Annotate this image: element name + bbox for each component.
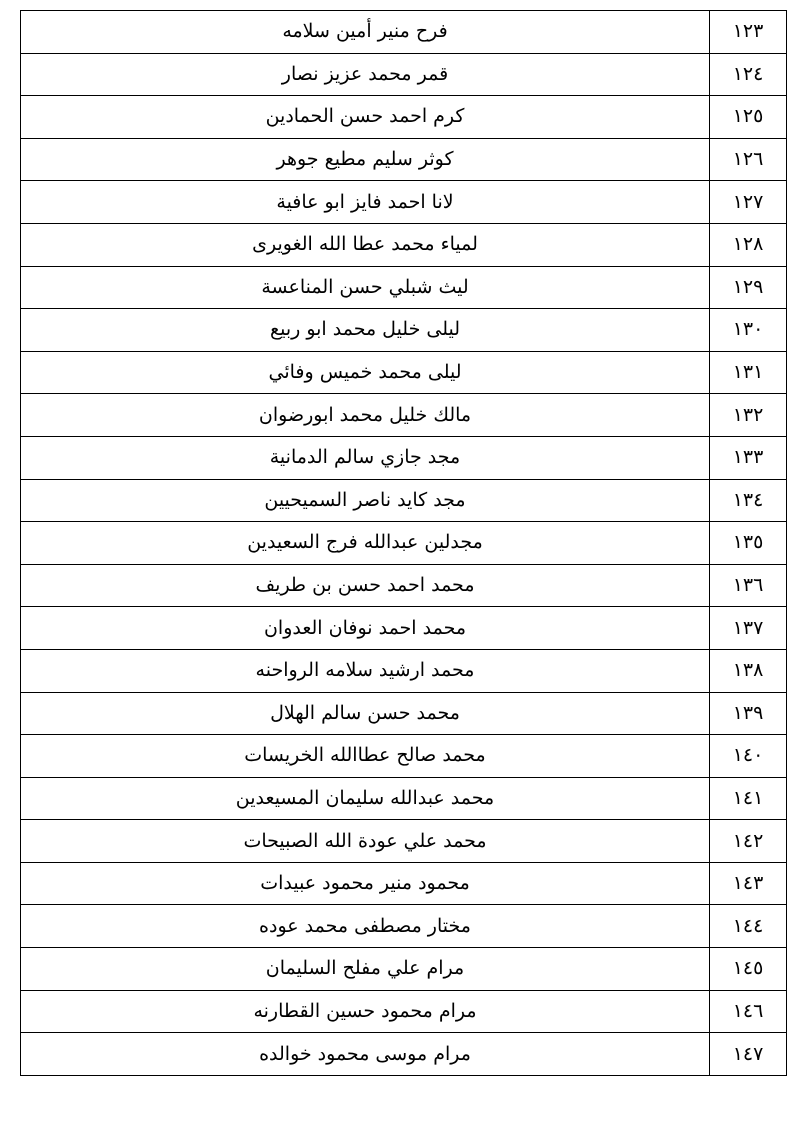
row-number: ١٤٤ <box>710 905 787 948</box>
table-row <box>21 1033 787 1076</box>
table-row <box>21 862 787 905</box>
row-name: كوثر سليم مطيع جوهر <box>21 138 710 181</box>
table-row <box>21 649 787 692</box>
table-row <box>21 436 787 479</box>
row-number: ١٢٥ <box>710 96 787 139</box>
table-row <box>21 394 787 437</box>
table-row <box>21 266 787 309</box>
table-row <box>21 309 787 352</box>
row-number: ١٣٣ <box>710 436 787 479</box>
table-row <box>21 948 787 991</box>
table-row <box>21 692 787 735</box>
table-row <box>21 905 787 948</box>
row-number: ١٣٩ <box>710 692 787 735</box>
table-row <box>21 607 787 650</box>
table-row <box>21 138 787 181</box>
row-number: ١٣٢ <box>710 394 787 437</box>
row-number: ١٤٣ <box>710 862 787 905</box>
row-number: ١٤٠ <box>710 735 787 778</box>
row-name: محمد احمد نوفان العدوان <box>21 607 710 650</box>
row-name: قمر محمد عزيز نصار <box>21 53 710 96</box>
row-number: ١٢٩ <box>710 266 787 309</box>
row-number: ١٣٦ <box>710 564 787 607</box>
row-name: مرام علي مفلح السليمان <box>21 948 710 991</box>
row-name: مجد كايد ناصر السميحيين <box>21 479 710 522</box>
row-name: محمد احمد حسن بن طريف <box>21 564 710 607</box>
row-number: ١٢٣ <box>710 11 787 54</box>
row-number: ١٢٤ <box>710 53 787 96</box>
table-row <box>21 181 787 224</box>
row-number: ١٣٠ <box>710 309 787 352</box>
row-name: مجدلين عبدالله فرج السعيدين <box>21 522 710 565</box>
table-row <box>21 820 787 863</box>
row-name: مرام محمود حسين القطارنه <box>21 990 710 1033</box>
row-number: ١٤٥ <box>710 948 787 991</box>
row-name: محمد عبدالله سليمان المسيعدين <box>21 777 710 820</box>
row-name: مختار مصطفى محمد عوده <box>21 905 710 948</box>
row-name: مرام موسى محمود خوالده <box>21 1033 710 1076</box>
row-number: ١٤٧ <box>710 1033 787 1076</box>
row-name: مالك خليل محمد ابورضوان <box>21 394 710 437</box>
table-row <box>21 564 787 607</box>
row-name: محمد علي عودة الله الصبيحات <box>21 820 710 863</box>
table-row <box>21 223 787 266</box>
row-name: ليث شبلي حسن المناعسة <box>21 266 710 309</box>
row-number: ١٣٤ <box>710 479 787 522</box>
row-number: ١٢٧ <box>710 181 787 224</box>
table-row <box>21 53 787 96</box>
table-row <box>21 522 787 565</box>
row-name: محمد ارشيد سلامه الرواحنه <box>21 649 710 692</box>
row-number: ١٢٨ <box>710 223 787 266</box>
row-number: ١٣٨ <box>710 649 787 692</box>
row-name: ليلى خليل محمد ابو ربيع <box>21 309 710 352</box>
row-number: ١٤١ <box>710 777 787 820</box>
row-number: ١٣٧ <box>710 607 787 650</box>
row-number: ١٤٦ <box>710 990 787 1033</box>
row-name: مجد جازي سالم الدمانية <box>21 436 710 479</box>
row-name: محمود منير محمود عبيدات <box>21 862 710 905</box>
row-number: ١٢٦ <box>710 138 787 181</box>
table-row <box>21 990 787 1033</box>
row-name: فرح منير أمين سلامه <box>21 11 710 54</box>
table-row <box>21 735 787 778</box>
row-name: كرم احمد حسن الحمادين <box>21 96 710 139</box>
row-number: ١٤٢ <box>710 820 787 863</box>
table-row <box>21 96 787 139</box>
row-name: لمياء محمد عطا الله الغويرى <box>21 223 710 266</box>
names-table <box>20 10 787 1076</box>
table-row <box>21 777 787 820</box>
row-name: ليلى محمد خميس وفائي <box>21 351 710 394</box>
row-number: ١٣٥ <box>710 522 787 565</box>
row-number: ١٣١ <box>710 351 787 394</box>
table-row <box>21 11 787 54</box>
row-name: محمد حسن سالم الهلال <box>21 692 710 735</box>
table-row <box>21 351 787 394</box>
table-row <box>21 479 787 522</box>
row-name: محمد صالح عطاالله الخريسات <box>21 735 710 778</box>
names-table-body <box>21 11 787 1076</box>
row-name: لانا احمد فايز ابو عافية <box>21 181 710 224</box>
